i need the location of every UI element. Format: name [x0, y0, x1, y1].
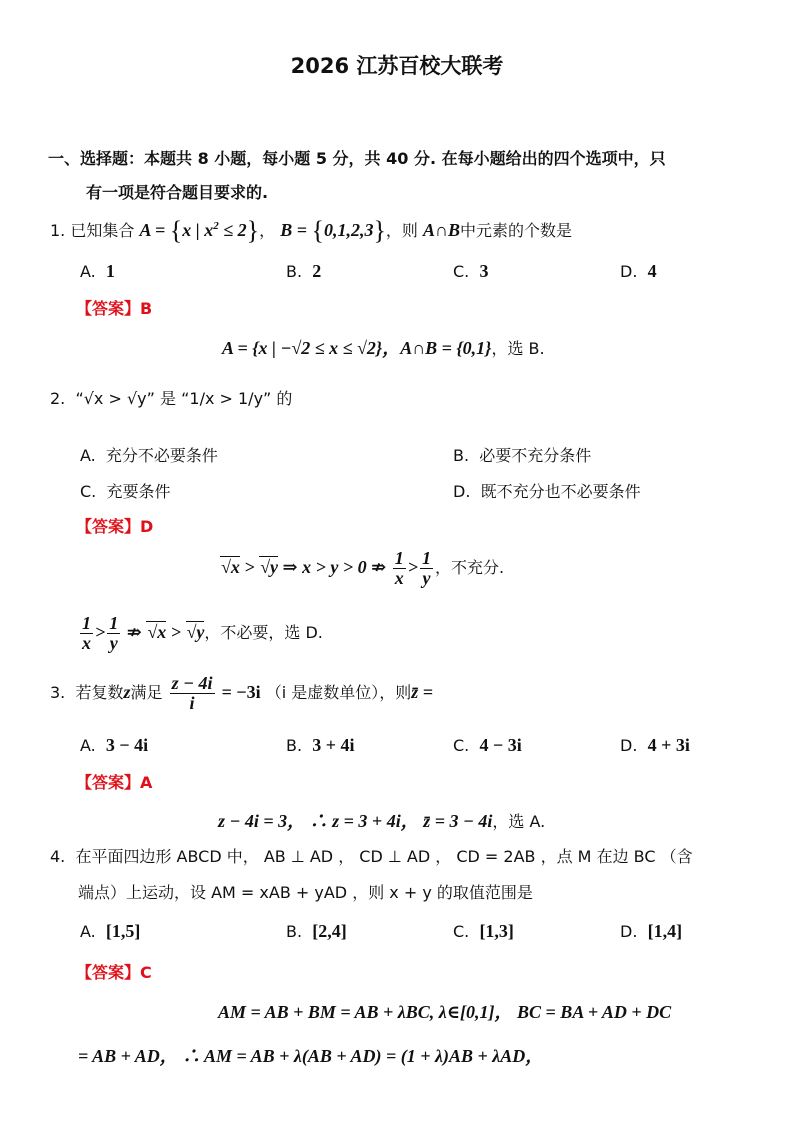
question-3-stem [50, 674, 433, 713]
question-number: 4. [50, 847, 66, 866]
fraction-numerator: z − 4i [171, 673, 213, 693]
conjugate-expression: z̄ = [411, 682, 434, 702]
page-title: 2026 江苏百校大联考 [290, 54, 504, 78]
expression: A∩B [423, 220, 460, 240]
solution-math: z − 4i = 3， ∴ z = 3 + 4i， z̄ = 3 − 4i [218, 811, 493, 831]
question-text: 若复数 [75, 683, 124, 702]
option-d: D. 4 + 3i [620, 735, 690, 755]
solution-text: ，不必要，选 D. [204, 623, 323, 642]
answer-label: 【答案】C [76, 963, 152, 982]
solution-math: A = {x | −√2 ≤ x ≤ √2}，A∩B = {0,1} [222, 338, 492, 358]
option-b: B. [2,4] [286, 921, 347, 941]
question-text: ，则 [385, 221, 418, 240]
solution-math: = AB + AD， ∴ AM = AB + λ(AB + AD) = (1 + λ)AB + λAD， [78, 1046, 544, 1066]
solution-text: ，选 B. [491, 339, 545, 358]
question-4-solution-line2 [78, 1042, 543, 1068]
option-b: B. 必要不充分条件 [453, 446, 592, 465]
variable: z [123, 682, 131, 702]
option-a: A. [1,5] [80, 921, 141, 941]
question-2-solution-line1: √x > √y ⇒ x > y > 0 ⇏ $\frac{1}{x}$ > $\frac{1}{y}$ ，不充分. [221, 548, 505, 588]
set-a: A = {x | $x^2 \le 2$} [139, 216, 260, 245]
question-1-solution [222, 334, 545, 360]
option-c: C. [1,3] [453, 921, 514, 941]
option-d: D. [1,4] [620, 921, 683, 941]
equation-rhs: = −3i [221, 682, 261, 702]
option-c: C. 4 − 3i [453, 735, 522, 755]
question-text: 满足 [130, 683, 163, 702]
option-d: D. 既不充分也不必要条件 [453, 482, 641, 501]
question-4-solution-line1 [218, 998, 671, 1024]
solution-text: ，不充分. [434, 558, 505, 577]
question-number: 3. [50, 683, 66, 702]
question-text: （i 是虚数单位），则 [265, 683, 412, 702]
question-text: “√x > √y” 是 “1/x > 1/y” 的 [75, 389, 293, 408]
question-number: 2. [50, 389, 66, 408]
option-d: D. 4 [620, 261, 657, 281]
answer-label: 【答案】D [76, 517, 154, 536]
section-header-line1: 一、选择题：本题共 8 小题，每小题 5 分，共 40 分. 在每小题给出的四个选项中，只 [48, 149, 666, 168]
option-c: C. 3 [453, 261, 489, 281]
option-a: A. 充分不必要条件 [80, 446, 218, 465]
answer-label: 【答案】A [76, 773, 153, 792]
question-3-solution [218, 807, 545, 833]
answer-label: 【答案】B [76, 299, 153, 318]
solution-math: AM = AB + BM = AB + λBC, λ∈[0,1]， BC = BA + AD + DC [218, 1002, 672, 1022]
question-1-stem [50, 216, 572, 246]
question-text: 中元素的个数是 [459, 221, 572, 240]
question-4-stem-line2: 端点）上运动，设 AM = xAB + yAD ，则 x + y 的取值范围是 [78, 883, 533, 902]
question-4-stem [50, 844, 693, 867]
option-b: B. 3 + 4i [286, 735, 355, 755]
question-2-stem [50, 386, 292, 409]
question-text: 在平面四边形 ABCD 中， AB ⊥ AD ， CD ⊥ AD ， CD = 2AB ，点 M 在边 BC （含 [75, 847, 693, 866]
section-header-line2: 有一项是符合题目要求的. [86, 183, 269, 202]
option-a: A. 3 − 4i [80, 735, 149, 755]
option-a: A. 1 [80, 261, 115, 281]
option-c: C. 充要条件 [80, 482, 171, 501]
question-number: 1. [50, 221, 66, 240]
question-text: 已知集合 [70, 221, 135, 240]
fraction-denominator: i [189, 693, 195, 713]
solution-text: ，选 A. [492, 812, 546, 831]
option-b: B. 2 [286, 261, 322, 281]
separator: ， [259, 221, 276, 240]
set-b: B = {0,1,2,3} [280, 216, 386, 245]
question-2-solution-line2: $\frac{1}{x}$ > $\frac{1}{y}$ ⇏ √x > √y，不必要，选 D. [82, 613, 323, 653]
